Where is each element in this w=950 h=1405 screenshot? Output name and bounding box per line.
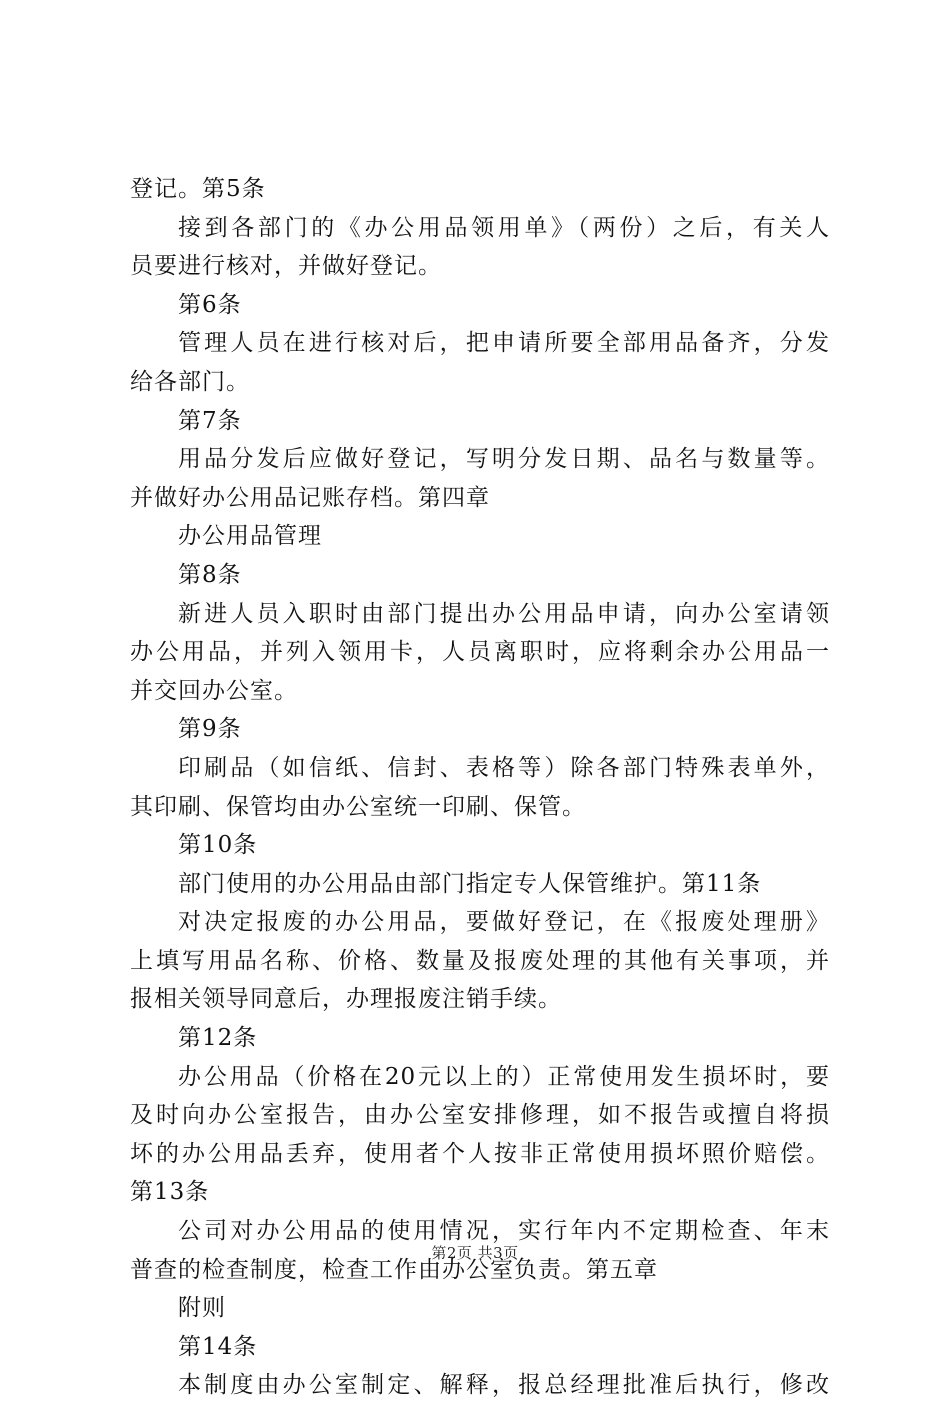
text-line: 登记。第5条	[130, 176, 266, 202]
text-line: 上填写用品名称、价格、数量及报废处理的其他有关事项，并	[130, 947, 830, 974]
text-line: 第10条	[178, 832, 258, 859]
text-line: 并做好办公用品记账存档。第四章	[130, 484, 490, 511]
text-line: 办公用品（价格在20元以上的）正常使用发生损坏时，要	[178, 1063, 830, 1090]
text-line: 第9条	[178, 716, 242, 743]
text-line: 并交回办公室。	[130, 677, 298, 704]
text-line: 给各部门。	[130, 368, 250, 395]
text-line: 公司对办公用品的使用情况，实行年内不定期检查、年末	[178, 1218, 830, 1245]
text-line: 新进人员入职时由部门提出办公用品申请，向办公室请领	[178, 600, 830, 627]
text-line: 办公用品管理	[178, 523, 322, 550]
text-line: 对决定报废的办公用品，要做好登记，在《报废处理册》	[178, 909, 830, 936]
text-line: 管理人员在进行核对后，把申请所要全部用品备齐，分发	[178, 330, 830, 357]
text-line: 本制度由办公室制定、解释，报总经理批准后执行，修改	[178, 1372, 830, 1399]
text-line: 坏的办公用品丢弃，使用者个人按非正常使用损坏照价赔偿。	[130, 1140, 830, 1167]
text-line: 第6条	[178, 291, 242, 318]
text-line: 附则	[178, 1295, 226, 1322]
page-footer: 第2页 共3页	[431, 1244, 519, 1262]
text-line: 及时向办公室报告，由办公室安排修理，如不报告或擅自将损	[130, 1102, 830, 1129]
text-line: 报相关领导同意后，办理报废注销手续。	[130, 986, 562, 1013]
text-line: 员要进行核对，并做好登记。	[130, 253, 442, 280]
text-line: 第13条	[130, 1179, 210, 1206]
document-body	[130, 170, 830, 1405]
text-line: 用品分发后应做好登记，写明分发日期、品名与数量等。	[178, 446, 830, 473]
text-line: 第14条	[178, 1333, 258, 1360]
text-line: 普查的检查制度，检查工作由办公室负责。第五章	[130, 1256, 658, 1283]
text-line: 办公用品，并列入领用卡，人员离职时，应将剩余办公用品一	[130, 639, 830, 666]
text-line: 第8条	[178, 561, 242, 588]
text-line: 印刷品（如信纸、信封、表格等）除各部门特殊表单外，	[178, 754, 830, 781]
text-line: 其印刷、保管均由办公室统一印刷、保管。	[130, 793, 586, 820]
text-line: 第12条	[178, 1025, 258, 1052]
text-line: 第7条	[178, 407, 242, 434]
text-line: 部门使用的办公用品由部门指定专人保管维护。第11条	[178, 870, 762, 897]
text-line: 接到各部门的《办公用品领用单》（两份）之后，有关人	[178, 214, 830, 241]
